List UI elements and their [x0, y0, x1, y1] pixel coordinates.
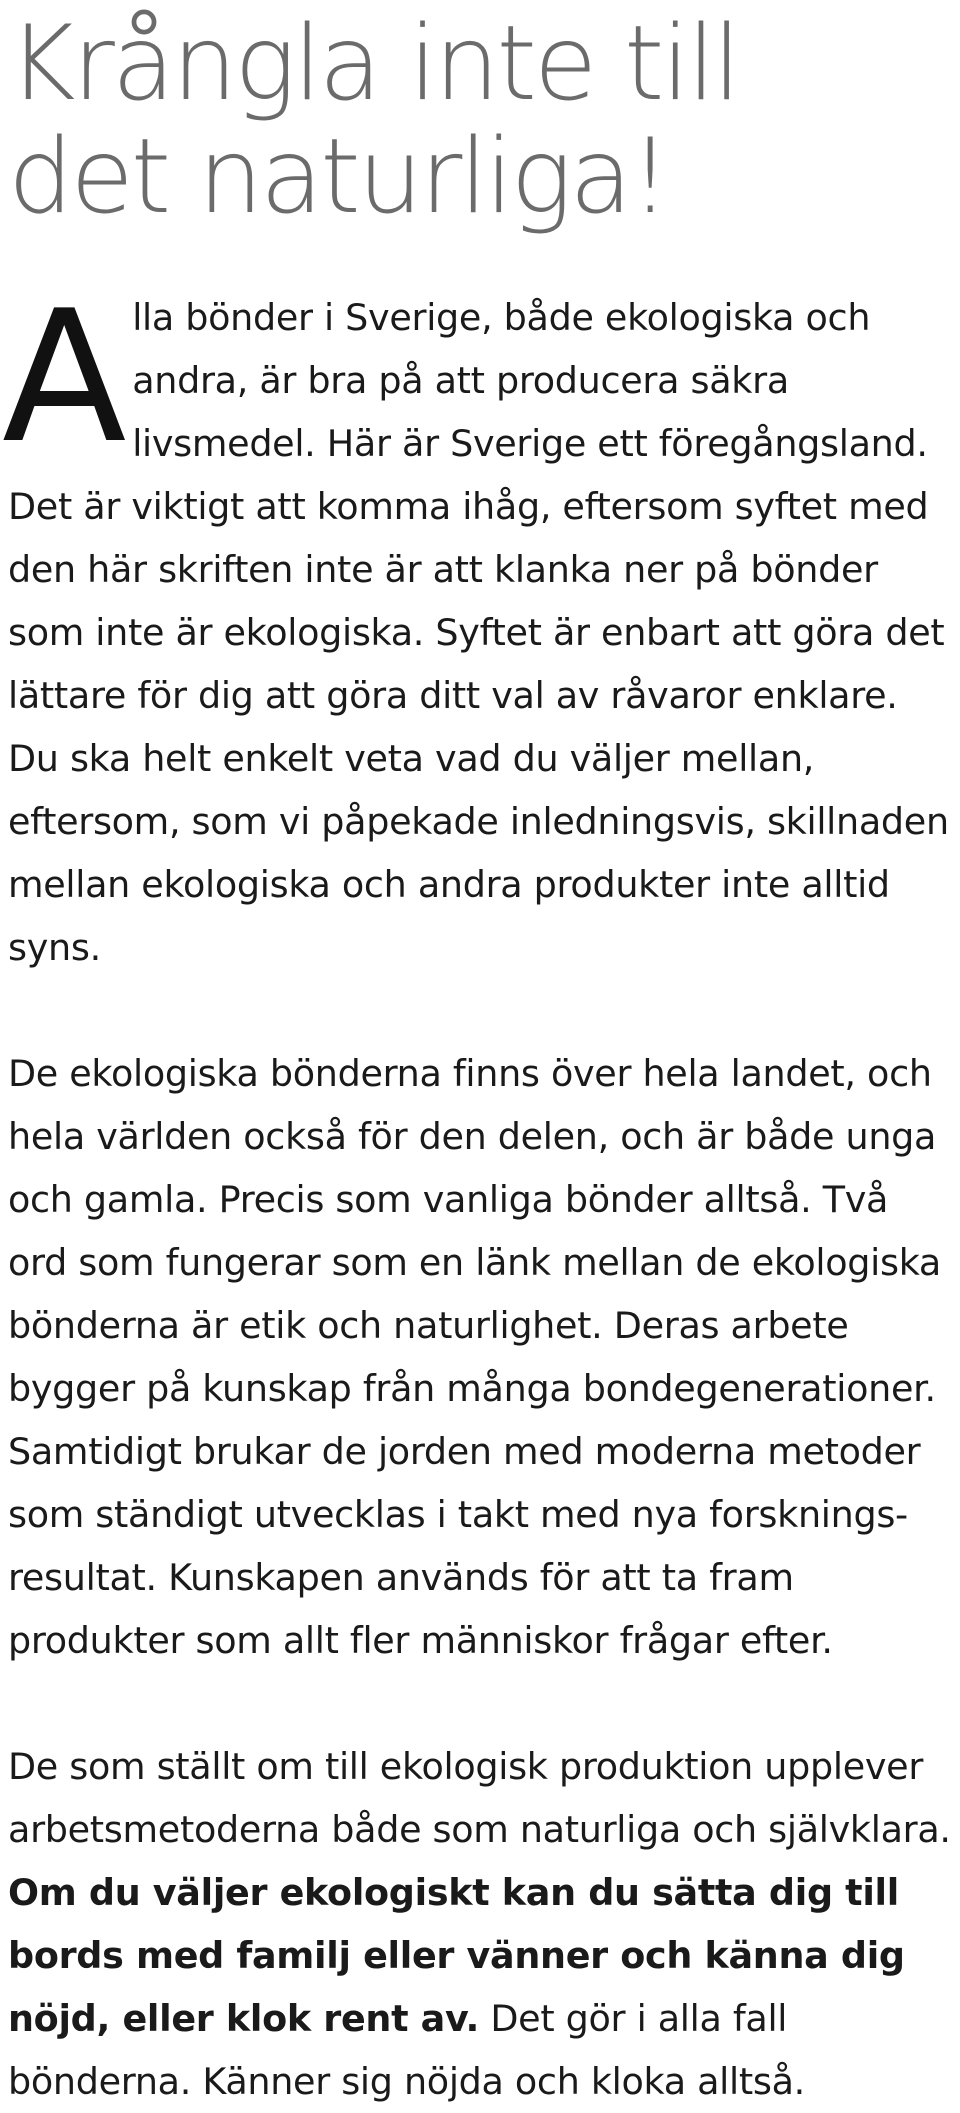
paragraph-2-text: De ekologiska bönderna finns över hela landet, och hela världen också för den delen, och är både unga och gamla. Precis som vanliga bönder alltså. Två ord som fungerar som en länk mellan de ekologiska bönderna är etik och naturlighet. Deras arbete bygger på kunskap från många bondegenerationer. Samtidigt brukar de jorden med moderna metoder som ständigt utvecklas i takt med nya forsknings-resultat. Kunskapen används för att ta fram produkter som allt fler människor frågar efter. [8, 1052, 941, 1662]
paragraph-1 [2, 271, 953, 979]
paragraph-3-text-after: Det gör i alla fall bönderna. Känner sig nöjda och kloka alltså. [8, 1997, 805, 2103]
paragraph-3-bold-text: Om du väljer ekologiskt kan du sätta dig till bords med familj eller vänner och känna dig nöjd, eller klok rent av. [8, 1871, 905, 2040]
paragraph-2 [8, 1042, 953, 1672]
page-title [8, 0, 953, 237]
paragraph-3 [8, 1735, 953, 2113]
document-page [2, 0, 953, 2113]
title-line-2: det naturliga! [8, 117, 668, 237]
drop-cap: A [2, 271, 127, 483]
title-line-1: Krångla inte till [8, 4, 739, 124]
paragraph-3-text-before: De som ställt om till ekologisk produktion upplever arbetsmetoderna både som naturliga och självklara. [8, 1745, 951, 1851]
paragraph-1-text: lla bönder i Sverige, både ekologiska och andra, är bra på att producera säkra livsmedel. Här är Sverige ett föregångsland. Det är viktigt att komma ihåg, eftersom syftet med den här skriften inte är att klanka ner på bönder som inte är ekologiska. Syftet är enbart att göra det lättare för dig att göra ditt val av råvaror enklare. Du ska helt enkelt veta vad du väljer mellan, eftersom, som vi påpekade inledningsvis, skillnaden mellan ekologiska och andra produkter inte alltid syns. [8, 296, 949, 969]
